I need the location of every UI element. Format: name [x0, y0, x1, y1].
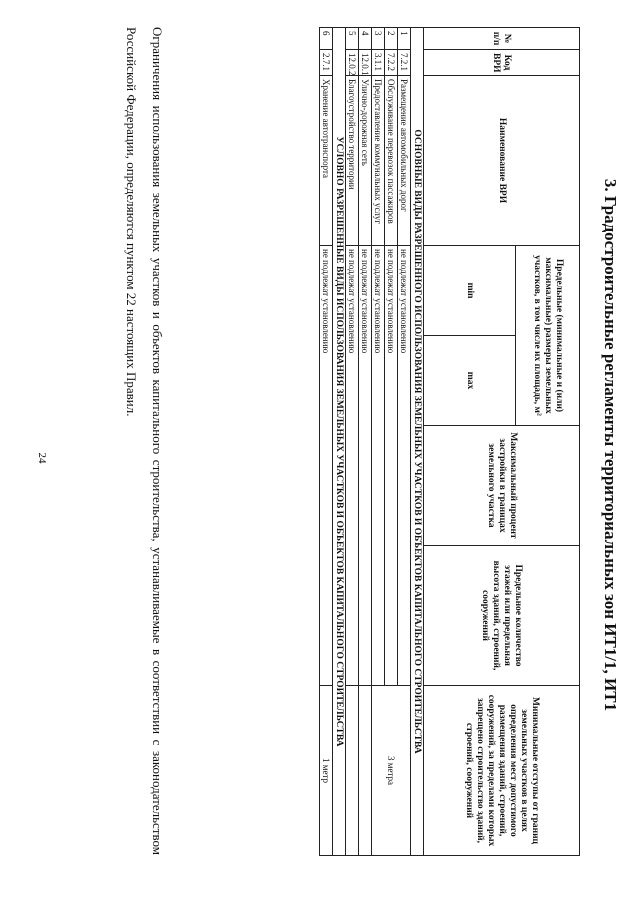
row-code: 3.1.1	[372, 50, 385, 76]
table-row	[320, 28, 333, 856]
rotated-page	[80, 15, 640, 875]
header-size: Предельные (минимальные и (или) максимальные) размеры земельных участков, в том числе их площадь, м²	[516, 246, 580, 426]
row-value: не подлежат установлению	[398, 246, 411, 686]
row-num: 5	[346, 28, 359, 50]
table-row	[359, 28, 372, 856]
row-code: 12.0.1	[359, 50, 372, 76]
regulations-table	[319, 27, 580, 856]
header-percent: Максимальный процент застройки в границах земельного участка	[424, 426, 580, 546]
section-main: ОСНОВНЫЕ ВИДЫ РАЗРЕШЕННОГО ИСПОЛЬЗОВАНИЯ ЗЕМЕЛЬНЫХ УЧАСТКОВ И ОБЪЕКТОВ КАПИТАЛЬНОГО СТРОИТЕЛЬСТВА	[411, 28, 424, 856]
table-row	[346, 28, 359, 856]
row-setback-empty	[359, 686, 372, 856]
row-value: не подлежат установлению	[359, 246, 372, 686]
row-setback: 1 метр	[320, 686, 333, 856]
page-title: 3. Градостроительные регламенты территориальных зон ИТ1/1, ИТ1	[601, 178, 620, 712]
header-name: Наименование ВРИ	[424, 76, 580, 246]
row-value: не подлежат установлению	[372, 246, 385, 686]
header-code: Код ВРИ	[424, 50, 580, 76]
row-name: Предоставление коммунальных услуг	[372, 76, 385, 246]
row-name: Обслуживание перевозок пассажиров	[385, 76, 398, 246]
row-code: 12.0.2	[346, 50, 359, 76]
row-name: Хранение автотранспорта	[320, 76, 333, 246]
header-setback: Минимальные отступы от границ земельных участков в целях определения мест допустимого размещения зданий, строений, сооружений, за пределами которых запрещено строительство зданий, строений, сооружений	[424, 686, 580, 856]
footnote-text: Ограничения использования земельных участков и объектов капитального строительства, устанавливаемые в соответствии с законодательством Российской Федерации, определяются пунктом 22 настоящих Правил.	[124, 27, 165, 855]
row-code: 7.2.1	[398, 50, 411, 76]
header-min: min	[424, 246, 516, 336]
row-name: Благоустройство территории	[346, 76, 359, 246]
row-num: 1	[398, 28, 411, 50]
header-floors: Предельное количество этажей или предельная высота зданий, строений, сооружений	[424, 546, 580, 686]
table-row	[398, 28, 411, 856]
header-max: max	[424, 336, 516, 426]
row-num: 3	[372, 28, 385, 50]
row-value: не подлежат установлению	[320, 246, 333, 686]
row-name: Размещение автомобильных дорог	[398, 76, 411, 246]
row-value: не подлежат установлению	[346, 246, 359, 686]
row-num: 6	[320, 28, 333, 50]
row-code: 2.7.1	[320, 50, 333, 76]
row-code: 7.2.2	[385, 50, 398, 76]
row-name: Улично-дорожная сеть	[359, 76, 372, 246]
row-setback-empty	[346, 686, 359, 856]
section-conditional: УСЛОВНО РАЗРЕШЕННЫЕ ВИДЫ ИСПОЛЬЗОВАНИЯ ЗЕМЕЛЬНЫХ УЧАСТКОВ И ОБЪЕКТОВ КАПИТАЛЬНОГО СТРОИТЕЛЬСТВА	[333, 28, 346, 856]
page-number: 24	[36, 452, 48, 464]
main-setback: 3 метра	[372, 686, 411, 856]
row-num: 4	[359, 28, 372, 50]
row-num: 2	[385, 28, 398, 50]
row-value: не подлежат установлению	[385, 246, 398, 686]
header-num: № п/п	[424, 28, 580, 50]
